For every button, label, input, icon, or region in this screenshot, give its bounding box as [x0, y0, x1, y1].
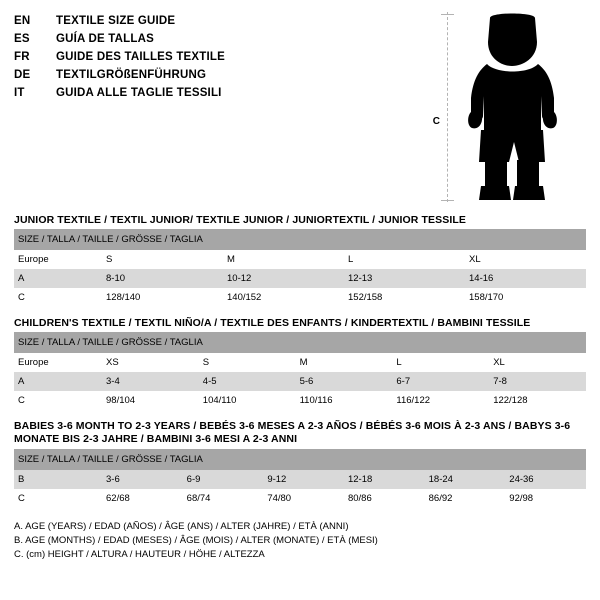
cell: 6-9	[183, 470, 264, 489]
cell: XS	[102, 353, 199, 372]
legend-line-b: B. AGE (MONTHS) / EDAD (MESES) / ÂGE (MOIS) / ALTER (MONATE) / ETÀ (MESI)	[14, 535, 378, 546]
cell: 3-6	[102, 470, 183, 489]
legend-line-a: A. AGE (YEARS) / EDAD (AÑOS) / ÂGE (ANS) / ALTER (JAHRE) / ETÀ (ANNI)	[14, 521, 349, 532]
cell: M	[223, 250, 344, 269]
table-babies-textile	[14, 449, 586, 508]
cell: S	[102, 250, 223, 269]
cell: 110/116	[296, 391, 393, 410]
table-row	[14, 288, 586, 307]
row-label: Europe	[14, 250, 102, 269]
row-label: A	[14, 269, 102, 288]
cell: 10-12	[223, 269, 344, 288]
language-title: GUÍA DE TALLAS	[56, 33, 154, 45]
table-row	[14, 489, 586, 508]
row-label: A	[14, 372, 102, 391]
language-title: GUIDA ALLE TAGLIE TESSILI	[56, 87, 222, 99]
table-junior-textile	[14, 229, 586, 307]
table-row	[14, 250, 586, 269]
section-title-junior: JUNIOR TEXTILE / TEXTIL JUNIOR/ TEXTILE JUNIOR / JUNIORTEXTIL / JUNIOR TESSILE	[14, 214, 466, 226]
cell: 18-24	[425, 470, 506, 489]
cell: 9-12	[263, 470, 344, 489]
table-header-label: SIZE / TALLA / TAILLE / GRÖSSE / TAGLIA	[14, 229, 586, 250]
row-label: Europe	[14, 353, 102, 372]
cell: XL	[489, 353, 586, 372]
cell: 158/170	[465, 288, 586, 307]
table-header-row	[14, 449, 586, 470]
cell: 74/80	[263, 489, 344, 508]
cell: 68/74	[183, 489, 264, 508]
language-row	[14, 84, 427, 102]
cell: 3-4	[102, 372, 199, 391]
table-children-textile	[14, 332, 586, 410]
row-label: C	[14, 391, 102, 410]
measure-tick-bottom	[441, 200, 454, 201]
language-code: FR	[14, 51, 30, 63]
language-row	[14, 12, 427, 30]
header	[14, 12, 586, 204]
table-row	[14, 470, 586, 489]
table-header-row	[14, 332, 586, 353]
cell: 4-5	[199, 372, 296, 391]
cell: 152/158	[344, 288, 465, 307]
language-code: IT	[14, 87, 25, 99]
measurement-figure	[429, 12, 586, 204]
cell: 86/92	[425, 489, 506, 508]
cell: 92/98	[505, 489, 586, 508]
language-title: TEXTILE SIZE GUIDE	[56, 15, 176, 27]
row-label: B	[14, 470, 102, 489]
cell: L	[392, 353, 489, 372]
cell: 98/104	[102, 391, 199, 410]
language-code: ES	[14, 33, 30, 45]
cell: 6-7	[392, 372, 489, 391]
cell: 140/152	[223, 288, 344, 307]
language-row	[14, 48, 427, 66]
table-row	[14, 353, 586, 372]
table-row	[14, 372, 586, 391]
section-title-babies: BABIES 3-6 MONTH TO 2-3 YEARS / BEBÉS 3-6 MESES A 2-3 AÑOS / BÉBÉS 3-6 MOIS À 2-3 ANS / BABYS 3-6 MONATE BIS 2-3 JAHRE / BAMBINI 3-6 MESI A 2-3 ANNI	[14, 420, 571, 445]
language-title: GUIDE DES TAILLES TEXTILE	[56, 51, 225, 63]
cell: 104/110	[199, 391, 296, 410]
row-label: C	[14, 489, 102, 508]
legend-line-c: C. (cm) HEIGHT / ALTURA / HAUTEUR / HÖHE / ALTEZZA	[14, 549, 265, 560]
cell: S	[199, 353, 296, 372]
cell: 12-13	[344, 269, 465, 288]
language-title: TEXTILGRÖßENFÜHRUNG	[56, 69, 207, 81]
cell: 12-18	[344, 470, 425, 489]
cell: 5-6	[296, 372, 393, 391]
cell: M	[296, 353, 393, 372]
toddler-silhouette-icon	[457, 12, 567, 202]
legend	[14, 520, 586, 562]
measure-tick-top	[441, 14, 454, 15]
language-row	[14, 30, 427, 48]
height-measure-line	[447, 12, 448, 202]
table-row	[14, 269, 586, 288]
row-label: C	[14, 288, 102, 307]
cell: 62/68	[102, 489, 183, 508]
language-code: EN	[14, 15, 31, 27]
section-title-children: CHILDREN'S TEXTILE / TEXTIL NIÑO/A / TEXTILE DES ENFANTS / KINDERTEXTIL / BAMBINI TESSILE	[14, 317, 531, 329]
language-code: DE	[14, 69, 31, 81]
cell: 8-10	[102, 269, 223, 288]
cell: 116/122	[392, 391, 489, 410]
language-title-list	[14, 12, 427, 102]
table-row	[14, 391, 586, 410]
cell: L	[344, 250, 465, 269]
language-row	[14, 66, 427, 84]
cell: XL	[465, 250, 586, 269]
cell: 122/128	[489, 391, 586, 410]
measure-label-c: C	[432, 116, 440, 127]
table-header-label: SIZE / TALLA / TAILLE / GRÖSSE / TAGLIA	[14, 332, 586, 353]
cell: 24-36	[505, 470, 586, 489]
cell: 14-16	[465, 269, 586, 288]
cell: 7-8	[489, 372, 586, 391]
table-header-row	[14, 229, 586, 250]
table-header-label: SIZE / TALLA / TAILLE / GRÖSSE / TAGLIA	[14, 449, 586, 470]
cell: 128/140	[102, 288, 223, 307]
cell: 80/86	[344, 489, 425, 508]
